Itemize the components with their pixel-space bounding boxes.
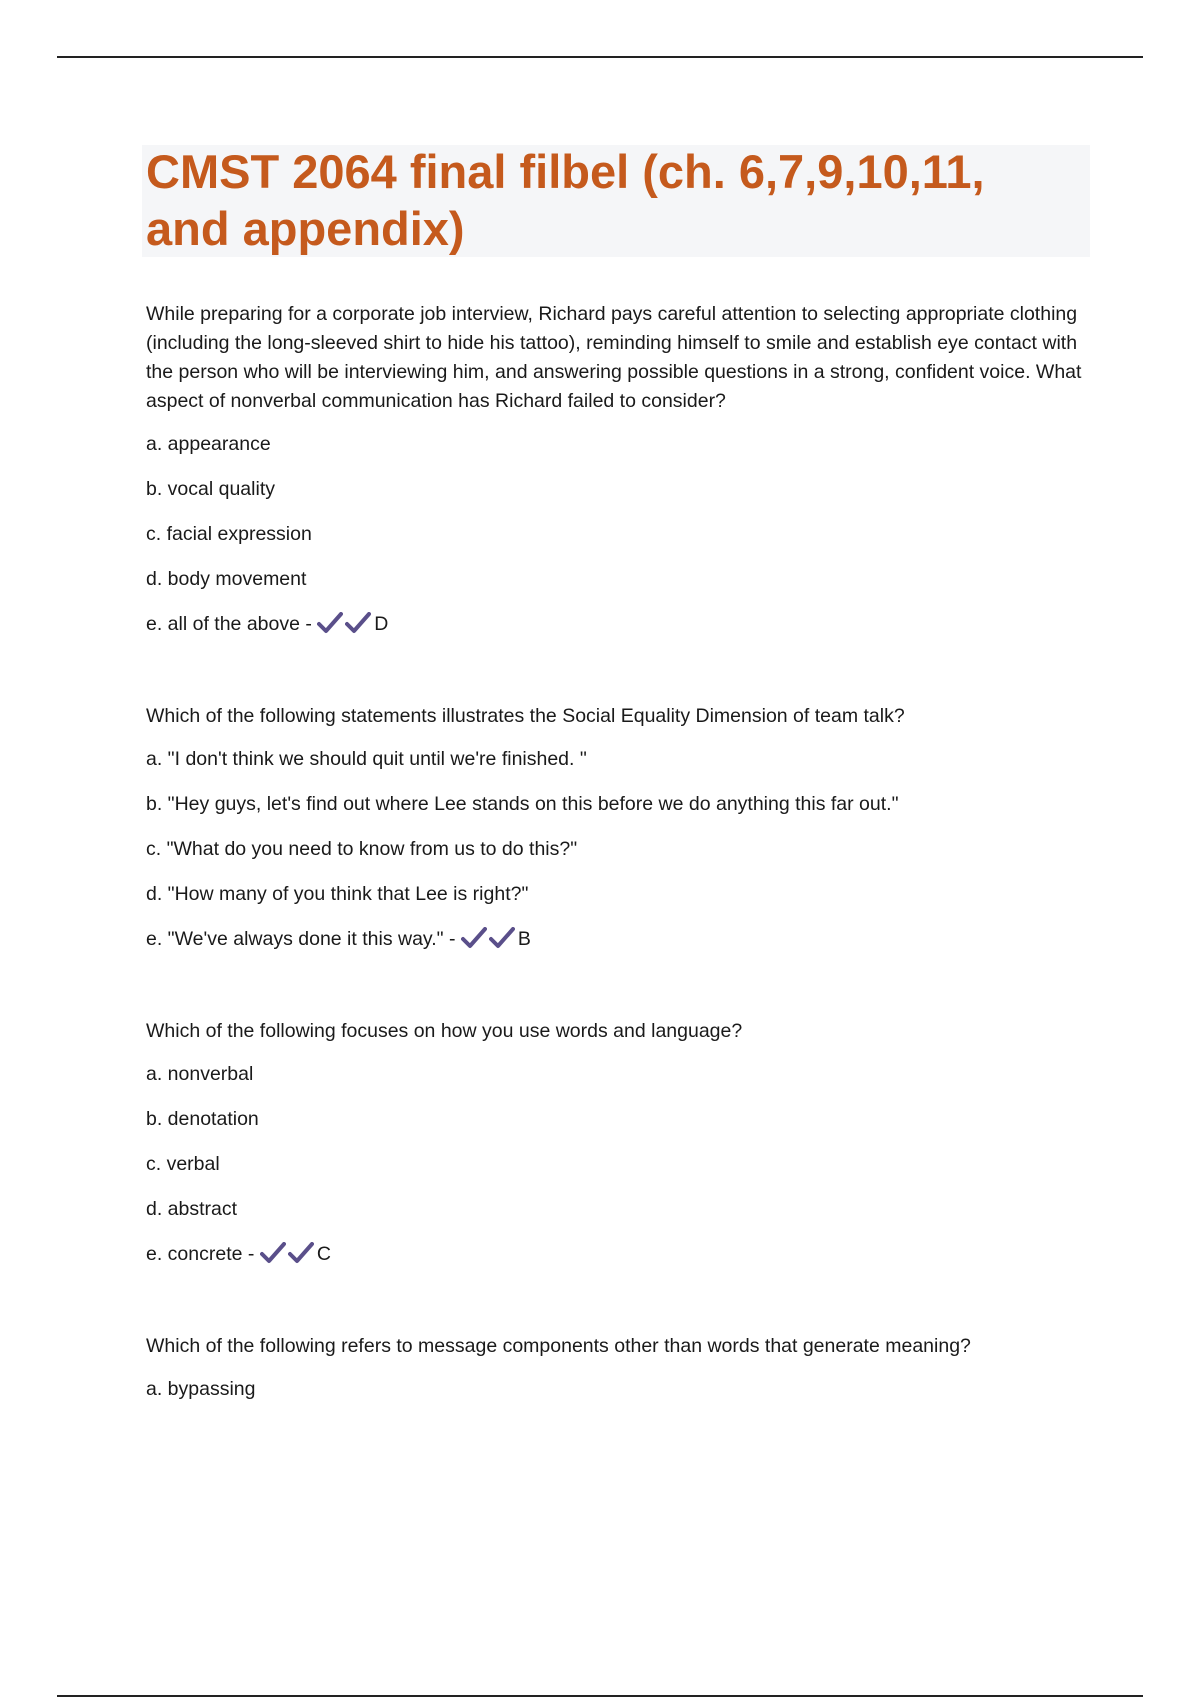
question-block-2	[146, 702, 1096, 954]
option-d: d. "How many of you think that Lee is right?"	[146, 883, 529, 905]
option-e-text: e. concrete -	[146, 1243, 255, 1265]
option-a: a. "I don't think we should quit until we're finished. "	[146, 748, 587, 770]
check-icon	[345, 612, 371, 634]
option-e	[146, 610, 1096, 639]
option-a: a. bypassing	[146, 1378, 256, 1400]
bottom-rule	[57, 1695, 1143, 1697]
question-block-1	[146, 300, 1096, 639]
question-text: Which of the following focuses on how you use words and language?	[146, 1020, 743, 1042]
document-title: CMST 2064 final filbel (ch. 6,7,9,10,11, and appendix)	[146, 145, 985, 255]
question-text: Which of the following refers to message components other than words that generate meaning?	[146, 1335, 971, 1357]
question-text: Which of the following statements illustrates the Social Equality Dimension of team talk?	[146, 705, 905, 727]
check-icon	[461, 927, 487, 949]
option-b: b. "Hey guys, let's find out where Lee stands on this before we do anything this far out."	[146, 793, 899, 815]
check-icon	[260, 1242, 286, 1264]
question-list	[146, 300, 1096, 1483]
option-b: b. vocal quality	[146, 478, 275, 500]
option-e-text: e. all of the above -	[146, 613, 312, 635]
check-icon	[288, 1242, 314, 1264]
question-text: While preparing for a corporate job interview, Richard pays careful attention to selecting appropriate clothing (including the long-sleeved shirt to hide his tattoo), reminding himself to smile and establish eye contact with the person who will be interviewing him, and answering possible questions in a strong, confident voice. What aspect of nonverbal communication has Richard failed to consider?	[146, 303, 1082, 412]
option-a: a. appearance	[146, 433, 271, 455]
option-e-text: e. "We've always done it this way." -	[146, 928, 456, 950]
answer-letter: B	[517, 928, 531, 950]
option-c: c. verbal	[146, 1153, 220, 1175]
check-icon	[489, 927, 515, 949]
top-rule	[57, 56, 1143, 58]
option-c: c. facial expression	[146, 523, 312, 545]
option-b: b. denotation	[146, 1108, 259, 1130]
option-d: d. abstract	[146, 1198, 238, 1220]
option-c: c. "What do you need to know from us to do this?"	[146, 838, 578, 860]
option-e	[146, 925, 1096, 954]
check-icon	[317, 612, 343, 634]
option-a: a. nonverbal	[146, 1063, 254, 1085]
option-e	[146, 1240, 1096, 1269]
answer-letter: C	[316, 1243, 331, 1265]
option-d: d. body movement	[146, 568, 307, 590]
question-block-3	[146, 1017, 1096, 1269]
answer-letter: D	[374, 613, 389, 635]
question-block-4	[146, 1332, 1096, 1420]
